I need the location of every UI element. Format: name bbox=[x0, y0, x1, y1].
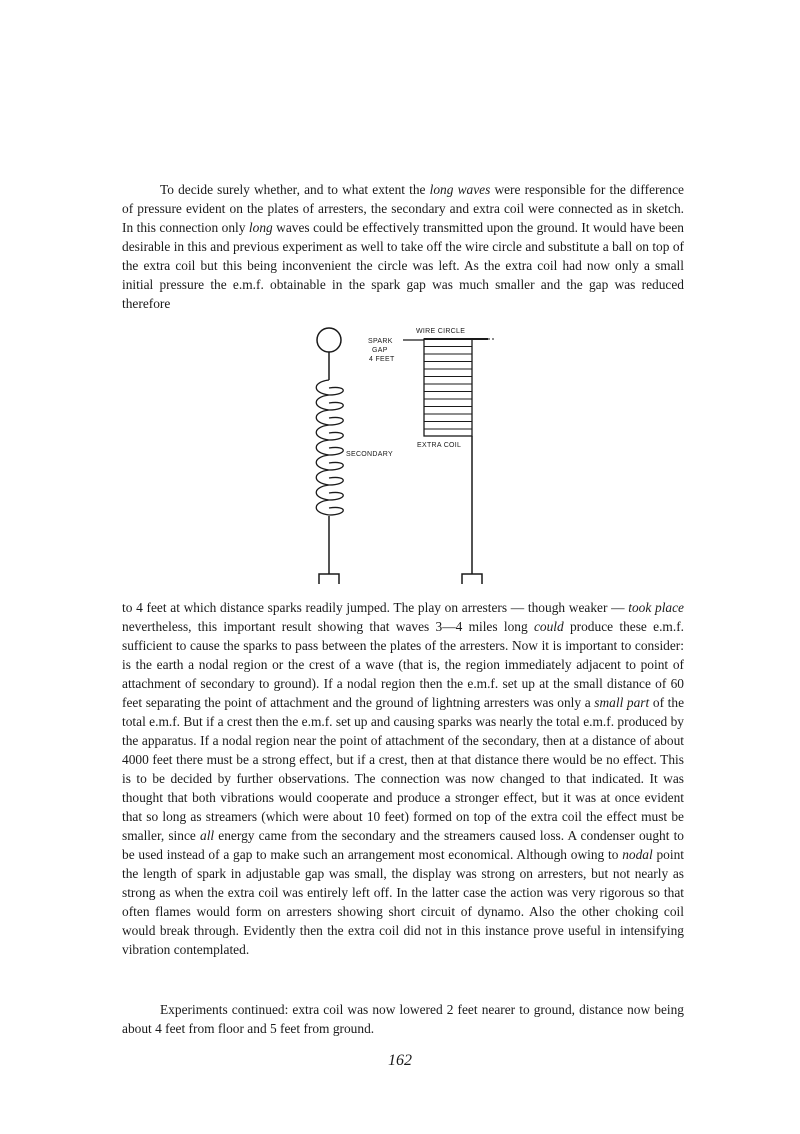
text-run: To decide surely whether, and to what extent the bbox=[160, 182, 430, 197]
circuit-sketch bbox=[300, 318, 510, 588]
gap-label: GAP bbox=[372, 347, 388, 354]
italic-text: nodal bbox=[622, 847, 653, 862]
page-number: 162 bbox=[388, 1052, 412, 1069]
text-run: were responsible for the difference of pressure evident on the plates of arresters, the secondary and extra coil were connected as in sketch. In this connection only bbox=[122, 182, 684, 235]
spark-label: SPARK bbox=[368, 338, 393, 345]
extra-coil-label: EXTRA COIL bbox=[417, 442, 462, 449]
text-run: to 4 feet at which distance sparks readily jumped. The play on arresters — though weaker — bbox=[122, 600, 629, 615]
terminal-ball bbox=[317, 328, 341, 352]
text-run: energy came from the secondary and the streamers caused loss. A condenser ought to be used instead of a gap to make such an arrangement most economical. Although owing to bbox=[122, 828, 685, 862]
text-run: waves could be effectively transmitted upon the ground. It would have been desirable in this and previous experiment as well to take off the wire circle and substitute a ball on top of the extra coil but this being inconvenient the circle was left. As the extra coil had now only a small initial pressure the e.m.f. obtainable in the spark gap was much smaller and the gap was reduced therefore bbox=[122, 220, 684, 311]
paragraph-3 bbox=[122, 1000, 684, 1038]
paragraph-2 bbox=[122, 598, 684, 959]
text-run: nevertheless, this important result showing that waves 3—4 miles long bbox=[122, 619, 534, 634]
wire-circle-label: WIRE CIRCLE bbox=[416, 328, 466, 335]
text-run: Experiments continued: extra coil was now lowered 2 feet nearer to ground, distance now being about 4 feet from floor and 5 feet from ground. bbox=[122, 1002, 684, 1036]
text-run: of the total e.m.f. But if a crest then the e.m.f. set up and causing sparks was nearly the total e.m.f. produced by the apparatus. If a nodal region near the point of attachment of the secondary, then at a distance of about 4000 feet there must be a strong effect, but if a crest, then at that distance there would be no effect. This is to be decided by further observations. The connection was now changed to that indicated. It was thought that both vibrations would cooperate and produce a stronger effect, but it was at once evident that so long as streamers (which were about 10 feet) formed on top of the extra coil the effect must be smaller, since bbox=[122, 695, 685, 843]
text-run: point the length of spark in adjustable gap was small, the display was strong on arresters, but not nearly as strong as when the extra coil was entirely left off. In the latter case the action was very rigorous so that often flames would form on arresters showing short circuit of dynamo. Also the other choking coil would break through. Evidently then the extra coil did not in this instance prove useful in intensifying vibration contemplated. bbox=[122, 847, 684, 957]
secondary-ground-symbol bbox=[319, 574, 339, 584]
extra-coil-turns bbox=[424, 347, 472, 430]
italic-text: all bbox=[200, 828, 215, 843]
circuit-sketch-svg bbox=[300, 318, 510, 588]
extra-coil-ground-symbol bbox=[462, 574, 482, 584]
text-run: produce these e.m.f. sufficient to cause the sparks to pass between the plates of the arresters. Now it is important to consider: is the earth a nodal region or the crest of a wave (that is, the region immediately adjacent to point of attachment of secondary to ground). If a nodal region then the e.m.f. set up at the small distance of 60 feet separating the point of attachment and the ground of lightning arresters was only a bbox=[122, 619, 685, 710]
secondary-coil-loops bbox=[316, 380, 343, 515]
paragraph-1 bbox=[122, 180, 684, 313]
feet-label: 4 FEET bbox=[369, 356, 395, 363]
italic-text: took place bbox=[628, 600, 685, 615]
italic-text: long waves bbox=[429, 182, 491, 197]
italic-text: could bbox=[533, 619, 564, 634]
secondary-coil bbox=[316, 380, 343, 515]
italic-text: small part bbox=[594, 695, 650, 710]
secondary-label: SECONDARY bbox=[346, 451, 393, 458]
italic-text: long bbox=[248, 220, 273, 235]
